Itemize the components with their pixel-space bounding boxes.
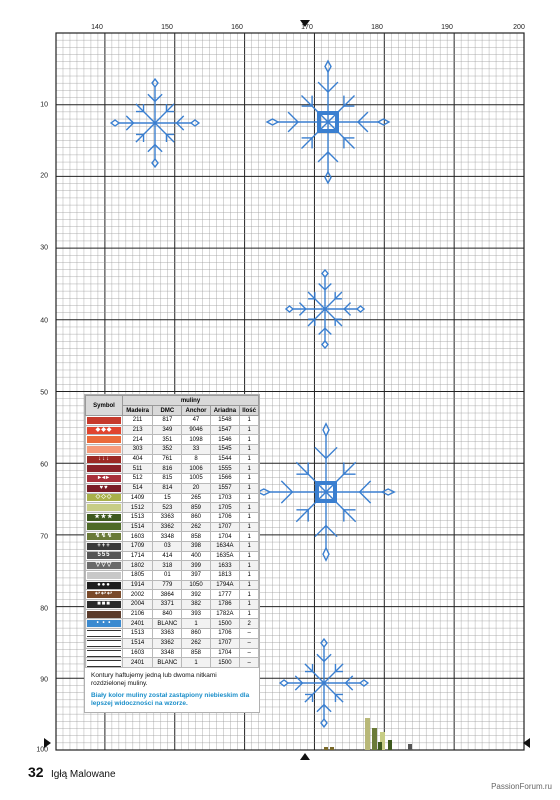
legend-cell-dmc: 318 xyxy=(153,561,182,571)
legend-cell-qty: 1 xyxy=(240,425,259,435)
legend-cell-qty: 1 xyxy=(240,503,259,513)
legend-row xyxy=(86,590,259,600)
legend-column-header: DMC xyxy=(153,406,182,416)
legend-cell-anchor: 47 xyxy=(182,416,210,426)
legend-cell-madeira: 1513 xyxy=(123,512,153,522)
legend-cell-qty: 1 xyxy=(240,571,259,581)
legend-symbol-swatch: ★★★ xyxy=(87,514,121,521)
legend-row xyxy=(86,551,259,561)
legend-cell-madeira: 1802 xyxy=(123,561,153,571)
legend-cell-dmc: 817 xyxy=(153,416,182,426)
legend-cell-qty: 1 xyxy=(240,512,259,522)
legend-note: Kontury haftujemy jedną lub dwoma nitkami rozdzielonej muliny. xyxy=(91,671,217,687)
legend-cell-anchor: 1098 xyxy=(182,435,210,445)
stitch-block xyxy=(330,747,334,750)
legend-row xyxy=(86,600,259,610)
legend-cell-ariadna: 1707 xyxy=(210,638,240,648)
legend-symbol-cell xyxy=(86,416,123,426)
legend-cell-madeira: 214 xyxy=(123,435,153,445)
legend-cell-madeira: 211 xyxy=(123,416,153,426)
legend-cell-anchor: 858 xyxy=(182,532,210,542)
legend-cell-qty: 1 xyxy=(240,483,259,493)
legend-cell-anchor: 860 xyxy=(182,512,210,522)
legend-cell-anchor: 860 xyxy=(182,629,210,639)
legend-cell-qty: 1 xyxy=(240,435,259,445)
legend-symbol-swatch: ◆◆◆ xyxy=(87,427,121,434)
legend-symbol-cell xyxy=(86,532,123,542)
legend-cell-anchor: 262 xyxy=(182,638,210,648)
legend-cell-madeira: 1714 xyxy=(123,551,153,561)
y-axis-label: 60 xyxy=(40,461,48,469)
legend-cell-anchor: 393 xyxy=(182,609,210,619)
legend-cell-dmc: 523 xyxy=(153,503,182,513)
legend-symbol-swatch: ▸◂▸ xyxy=(87,475,121,482)
legend-cell-madeira: 512 xyxy=(123,474,153,484)
legend-cell-madeira: 1914 xyxy=(123,580,153,590)
legend-cell-qty: – xyxy=(240,638,259,648)
legend-cell-madeira: 1514 xyxy=(123,638,153,648)
legend-cell-qty: 1 xyxy=(240,580,259,590)
legend-row xyxy=(86,532,259,542)
legend-cell-dmc: 414 xyxy=(153,551,182,561)
legend-cell-madeira: 514 xyxy=(123,483,153,493)
legend-cell-ariadna: 1566 xyxy=(210,474,240,484)
legend-cell-dmc: BLANC xyxy=(153,658,182,668)
legend-cell-dmc: 3348 xyxy=(153,648,182,658)
legend-cell-madeira: 2004 xyxy=(123,600,153,610)
legend-row xyxy=(86,445,259,455)
y-axis-label: 10 xyxy=(40,101,48,109)
legend-row xyxy=(86,454,259,464)
legend-cell-qty: 1 xyxy=(240,609,259,619)
legend-cell-anchor: 400 xyxy=(182,551,210,561)
legend-cell-ariadna: 1634A xyxy=(210,541,240,551)
y-axis-label: 40 xyxy=(40,317,48,325)
legend-cell-anchor: 33 xyxy=(182,445,210,455)
legend-symbol-swatch: ↓↓↓ xyxy=(87,456,121,463)
legend-rows xyxy=(86,416,259,668)
legend-row xyxy=(86,658,259,668)
legend-note-highlight: Biały kolor muliny został zastąpiony niebieskim dla lepszej widoczności na wzorze. xyxy=(91,691,250,707)
legend-cell-qty: 1 xyxy=(240,416,259,426)
legend-symbol-cell xyxy=(86,619,123,629)
watermark: PassionForum.ru xyxy=(491,782,552,791)
legend-row xyxy=(86,464,259,474)
legend-symbol-swatch xyxy=(87,436,121,443)
legend-symbol-cell xyxy=(86,629,123,639)
legend-row xyxy=(86,638,259,648)
snowflake-large-1 xyxy=(267,61,389,183)
legend-symbol-cell xyxy=(86,609,123,619)
x-axis-label: 190 xyxy=(441,24,453,31)
legend-cell-anchor: 858 xyxy=(182,648,210,658)
legend-row xyxy=(86,503,259,513)
legend-symbol-swatch: ◇◇◇ xyxy=(87,494,121,501)
legend-symbol-swatch: ♥♥ xyxy=(87,485,121,492)
legend-cell-ariadna: 1547 xyxy=(210,425,240,435)
y-axis-label: 50 xyxy=(40,389,48,397)
legend-column-header: Anchor xyxy=(182,406,210,416)
legend-symbol-swatch xyxy=(87,446,121,453)
legend-cell-dmc: 3348 xyxy=(153,532,182,542)
legend-cell-ariadna: 1706 xyxy=(210,629,240,639)
legend-cell-dmc: 3363 xyxy=(153,629,182,639)
legend-row xyxy=(86,629,259,639)
legend-cell-qty: 1 xyxy=(240,464,259,474)
x-axis-label: 140 xyxy=(91,24,103,31)
legend-cell-anchor: 398 xyxy=(182,541,210,551)
legend-row xyxy=(86,522,259,532)
legend-column-header: Ilość xyxy=(240,406,259,416)
legend-cell-anchor: 382 xyxy=(182,600,210,610)
legend-cell-anchor: 1 xyxy=(182,619,210,629)
legend-cell-anchor: 1006 xyxy=(182,464,210,474)
legend-cell-qty: 1 xyxy=(240,445,259,455)
legend-symbol-swatch xyxy=(87,630,121,637)
y-axis-label: 80 xyxy=(40,605,48,613)
legend-cell-qty: 1 xyxy=(240,561,259,571)
legend-cell-madeira: 2401 xyxy=(123,658,153,668)
legend-cell-dmc: 3864 xyxy=(153,590,182,600)
legend-symbol-cell xyxy=(86,522,123,532)
legend-symbol-cell xyxy=(86,435,123,445)
legend-symbol-swatch xyxy=(87,640,121,647)
legend-cell-madeira: 1603 xyxy=(123,532,153,542)
legend-cell-anchor: 1 xyxy=(182,658,210,668)
legend-cell-qty: 1 xyxy=(240,493,259,503)
legend-cell-ariadna: 1544 xyxy=(210,454,240,464)
legend-cell-dmc: 816 xyxy=(153,464,182,474)
legend-cell-qty: 1 xyxy=(240,522,259,532)
legend-cell-qty: 1 xyxy=(240,590,259,600)
legend-cell-qty: 1 xyxy=(240,454,259,464)
legend-row xyxy=(86,493,259,503)
legend-symbol-swatch: ↩↩↩ xyxy=(87,591,121,598)
legend-cell-anchor: 262 xyxy=(182,522,210,532)
y-axis-label: 30 xyxy=(40,244,48,252)
legend-cell-dmc: 352 xyxy=(153,445,182,455)
legend-header-group: muliny xyxy=(123,396,259,406)
legend-symbol-cell xyxy=(86,445,123,455)
legend-symbol-swatch: ●●● xyxy=(87,582,121,589)
legend-cell-madeira: 303 xyxy=(123,445,153,455)
legend-cell-ariadna: 1777 xyxy=(210,590,240,600)
legend-cell-dmc: 01 xyxy=(153,571,182,581)
legend-cell-dmc: 815 xyxy=(153,474,182,484)
legend-cell-madeira: 2002 xyxy=(123,590,153,600)
legend-cell-ariadna: 1546 xyxy=(210,435,240,445)
legend-cell-ariadna: 1633 xyxy=(210,561,240,571)
legend-cell-madeira: 1513 xyxy=(123,629,153,639)
legend-cell-madeira: 1603 xyxy=(123,648,153,658)
x-axis-label: 150 xyxy=(161,24,173,31)
legend-cell-madeira: 511 xyxy=(123,464,153,474)
legend-cell-qty: 1 xyxy=(240,551,259,561)
legend-cell-madeira: 1409 xyxy=(123,493,153,503)
legend-cell-ariadna: 1704 xyxy=(210,532,240,542)
legend-cell-madeira: 213 xyxy=(123,425,153,435)
legend-cell-ariadna: 1557 xyxy=(210,483,240,493)
legend-symbol-cell xyxy=(86,483,123,493)
y-axis-label: 100 xyxy=(36,746,48,754)
legend-cell-ariadna: 1635A xyxy=(210,551,240,561)
legend-column-header: Ariadna xyxy=(210,406,240,416)
legend-cell-ariadna: 1545 xyxy=(210,445,240,455)
legend-symbol-swatch xyxy=(87,523,121,530)
legend-row xyxy=(86,474,259,484)
legend-cell-qty: 1 xyxy=(240,532,259,542)
legend-row xyxy=(86,609,259,619)
legend-cell-ariadna: 1794A xyxy=(210,580,240,590)
stitch-block xyxy=(365,718,370,750)
legend-cell-madeira: 1512 xyxy=(123,503,153,513)
legend-cell-madeira: 2401 xyxy=(123,619,153,629)
legend-symbol-swatch xyxy=(87,465,121,472)
legend-cell-ariadna: 1813 xyxy=(210,571,240,581)
legend-cell-anchor: 1005 xyxy=(182,474,210,484)
legend-cell-dmc: 3362 xyxy=(153,522,182,532)
legend-cell-dmc: 3363 xyxy=(153,512,182,522)
legend-row xyxy=(86,435,259,445)
legend-cell-madeira: 1805 xyxy=(123,571,153,581)
stitch-block xyxy=(372,728,377,750)
page-number: 32 xyxy=(28,764,44,780)
legend-symbol-cell xyxy=(86,512,123,522)
legend-row xyxy=(86,580,259,590)
legend-cell-dmc: 3371 xyxy=(153,600,182,610)
legend-symbol-cell xyxy=(86,503,123,513)
legend-symbol-swatch xyxy=(87,572,121,579)
x-axis-label: 170 xyxy=(301,24,313,31)
legend-cell-madeira: 1709 xyxy=(123,541,153,551)
legend-symbol-cell xyxy=(86,648,123,658)
y-axis-label: 90 xyxy=(40,676,48,684)
legend-cell-ariadna: 1706 xyxy=(210,512,240,522)
legend-table xyxy=(85,395,259,668)
legend-header-symbol: Symbol xyxy=(86,396,123,416)
legend-symbol-swatch xyxy=(87,660,121,667)
legend-cell-dmc: 814 xyxy=(153,483,182,493)
legend-symbol-cell xyxy=(86,551,123,561)
legend-symbol-swatch: ↯↯↯ xyxy=(87,533,121,540)
stitch-block xyxy=(324,747,328,750)
legend-cell-qty: – xyxy=(240,648,259,658)
x-axis-label: 160 xyxy=(231,24,243,31)
thread-legend xyxy=(84,394,260,713)
legend-row xyxy=(86,512,259,522)
x-axis-label: 200 xyxy=(513,24,525,31)
center-arrow-bottom xyxy=(300,753,310,760)
legend-symbol-swatch: +++ xyxy=(87,543,121,550)
legend-cell-dmc: 349 xyxy=(153,425,182,435)
legend-cell-qty: – xyxy=(240,629,259,639)
legend-cell-ariadna: 1703 xyxy=(210,493,240,503)
y-axis-label: 20 xyxy=(40,172,48,180)
legend-cell-qty: – xyxy=(240,658,259,668)
magazine-title: Igłą Malowane xyxy=(51,769,116,780)
legend-symbol-cell xyxy=(86,474,123,484)
legend-cell-ariadna: 1555 xyxy=(210,464,240,474)
snowflake-small-3 xyxy=(280,639,368,727)
legend-cell-anchor: 1050 xyxy=(182,580,210,590)
legend-cell-dmc: 761 xyxy=(153,454,182,464)
legend-symbol-cell xyxy=(86,561,123,571)
legend-cell-anchor: 392 xyxy=(182,590,210,600)
legend-row xyxy=(86,425,259,435)
stitch-block xyxy=(408,744,412,750)
legend-cell-anchor: 9046 xyxy=(182,425,210,435)
y-axis-label: 70 xyxy=(40,533,48,541)
legend-symbol-cell xyxy=(86,493,123,503)
legend-cell-anchor: 859 xyxy=(182,503,210,513)
legend-symbol-cell xyxy=(86,658,123,668)
legend-cell-dmc: 03 xyxy=(153,541,182,551)
legend-cell-qty: 1 xyxy=(240,474,259,484)
legend-symbol-cell xyxy=(86,590,123,600)
legend-cell-anchor: 20 xyxy=(182,483,210,493)
legend-cell-anchor: 399 xyxy=(182,561,210,571)
legend-symbol-swatch: 555 xyxy=(87,552,121,559)
snowflake-small-1 xyxy=(111,79,199,167)
legend-cell-ariadna: 1705 xyxy=(210,503,240,513)
legend-cell-ariadna: 1500 xyxy=(210,658,240,668)
legend-cell-qty: 1 xyxy=(240,600,259,610)
legend-symbol-cell xyxy=(86,425,123,435)
page-footer xyxy=(28,764,116,782)
legend-symbol-cell xyxy=(86,571,123,581)
legend-symbol-cell xyxy=(86,638,123,648)
legend-cell-ariadna: 1786 xyxy=(210,600,240,610)
legend-row xyxy=(86,561,259,571)
legend-cell-dmc: 779 xyxy=(153,580,182,590)
snowflake-small-2 xyxy=(286,270,364,348)
legend-symbol-cell xyxy=(86,464,123,474)
legend-cell-anchor: 397 xyxy=(182,571,210,581)
legend-cell-qty: 1 xyxy=(240,541,259,551)
legend-cell-ariadna: 1500 xyxy=(210,619,240,629)
legend-row xyxy=(86,648,259,658)
legend-cell-madeira: 2106 xyxy=(123,609,153,619)
legend-cell-ariadna: 1548 xyxy=(210,416,240,426)
legend-cell-anchor: 8 xyxy=(182,454,210,464)
legend-cell-ariadna: 1782A xyxy=(210,609,240,619)
x-axis-label: 180 xyxy=(371,24,383,31)
legend-cell-dmc: 3362 xyxy=(153,638,182,648)
legend-cell-madeira: 404 xyxy=(123,454,153,464)
stitch-block xyxy=(378,742,382,750)
legend-cell-madeira: 1514 xyxy=(123,522,153,532)
legend-cell-qty: 2 xyxy=(240,619,259,629)
legend-cell-dmc: 351 xyxy=(153,435,182,445)
stitch-block xyxy=(388,740,392,750)
legend-symbol-swatch: ■■■ xyxy=(87,601,121,608)
legend-cell-ariadna: 1704 xyxy=(210,648,240,658)
legend-cell-dmc: BLANC xyxy=(153,619,182,629)
legend-row xyxy=(86,541,259,551)
legend-cell-dmc: 15 xyxy=(153,493,182,503)
legend-symbol-swatch xyxy=(87,650,121,657)
snowflake-large-2 xyxy=(258,424,395,561)
legend-symbol-swatch xyxy=(87,504,121,511)
legend-row xyxy=(86,416,259,426)
legend-symbol-swatch: ▽▽▽ xyxy=(87,562,121,569)
legend-cell-ariadna: 1707 xyxy=(210,522,240,532)
legend-symbol-swatch xyxy=(87,417,121,424)
legend-symbol-cell xyxy=(86,454,123,464)
legend-row xyxy=(86,619,259,629)
legend-symbol-cell xyxy=(86,580,123,590)
legend-symbol-cell xyxy=(86,600,123,610)
legend-cell-anchor: 265 xyxy=(182,493,210,503)
legend-column-header: Madeira xyxy=(123,406,153,416)
legend-row xyxy=(86,571,259,581)
legend-symbol-swatch xyxy=(87,611,121,618)
legend-cell-dmc: 840 xyxy=(153,609,182,619)
legend-row xyxy=(86,483,259,493)
legend-symbol-cell xyxy=(86,541,123,551)
legend-symbol-swatch: • • • xyxy=(87,620,121,627)
